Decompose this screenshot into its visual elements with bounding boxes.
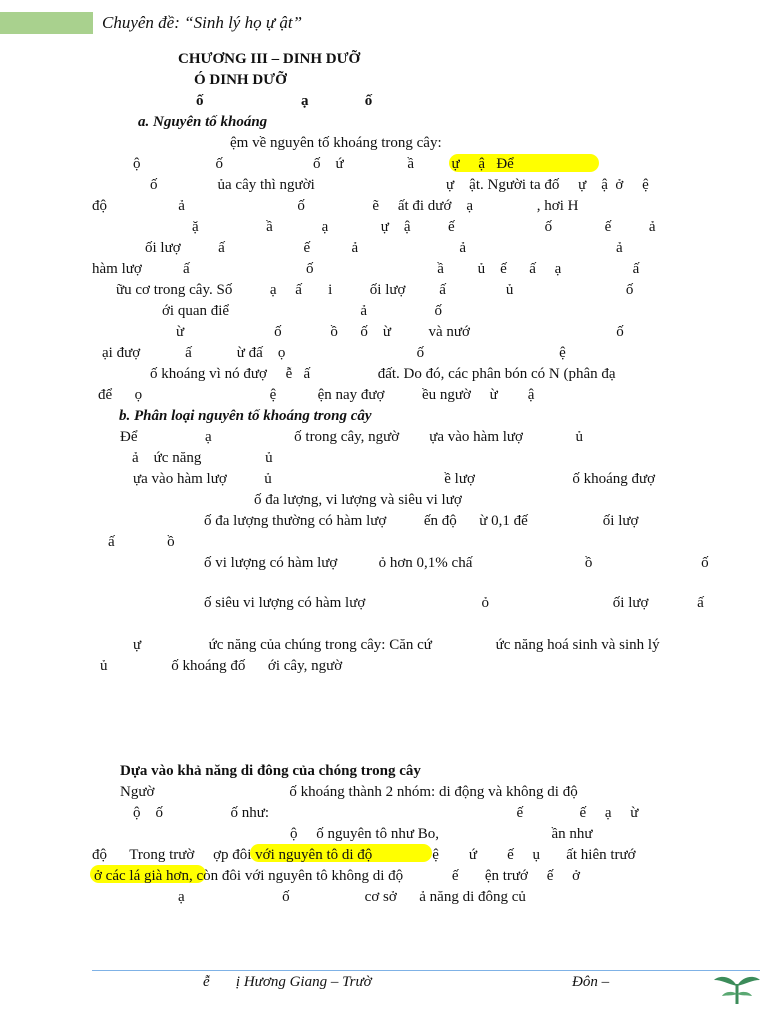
text-line: độ Trong trườ ợp đôi với nguyên tô di độ ệ ứ ế ụ ất hiên trướ: [92, 847, 636, 863]
text-line: ặ ầ ạ ự ậ ế ố ế ả: [192, 219, 656, 235]
text-line: ộ ố ố ứ ầ ự ậ Để: [133, 156, 514, 172]
text-line: ố khoáng vì nó đượ ễ ấ đất. Do đó, các phân bón có N (phân đạ: [150, 366, 616, 382]
text-line: ố đa lượng thường có hàm lượ ến độ ừ 0,1 đế ối lượ: [204, 513, 639, 529]
footer-rule: [92, 970, 760, 971]
section-heading-b: b. Phân loại nguyên tố khoáng trong cây: [119, 408, 372, 424]
header-topic: Chuyên đề: “Sinh lý họ ự ật”: [102, 13, 303, 32]
text-line: ạ ố cơ sở ả năng di đông củ: [178, 889, 526, 905]
text-line: ố ủa cây thì người ự ật. Người ta đố ự ậ ở ệ: [150, 177, 649, 193]
chapter-section-title: ố ạ ố: [196, 93, 373, 109]
text-line: ố vi lượng có hàm lượ ỏ hơn 0,1% chấ ồ ố: [204, 555, 709, 571]
text-line: hàm lượ ấ ố ầ ủ ế ấ ạ ấ: [92, 261, 640, 277]
text-line: ấ ồ: [108, 534, 175, 550]
chapter-title: CHƯƠNG III – DINH DƯỠ: [178, 51, 361, 67]
text-line: ối lượ ấ ế ả ả ả: [145, 240, 623, 256]
leaf-icon: [712, 970, 762, 1006]
text-line: ệm về nguyên tố khoáng trong cây:: [230, 135, 442, 151]
section-heading-c: Dựa vào khả năng di đông của chóng trong cây: [120, 763, 421, 779]
text-line: ố đa lượng, vi lượng và siêu vi lượ: [254, 492, 462, 508]
text-line: ố siêu vi lượng có hàm lượ ỏ ối lượ ấ: [204, 595, 704, 611]
text-line: ộ ố nguyên tô như Bo, ần như: [290, 826, 593, 842]
header-color-bar: [0, 12, 93, 34]
text-line: Để ạ ố trong cây, ngườ ựa vào hàm lượ ủ: [120, 429, 583, 445]
text-line: ừ ố ồ ố ừ và nướ ố: [176, 324, 624, 340]
text-line: ựa vào hàm lượ ủ ề lượ ố khoáng đượ: [133, 471, 656, 487]
text-line: ủ ố khoáng đố ới cây, ngườ: [100, 658, 343, 674]
text-line: ả ức năng ủ: [132, 450, 273, 466]
chapter-subtitle: Ó DINH DƯỠ: [194, 72, 287, 88]
footer-author: ễ ị Hương Giang – Trườ: [203, 974, 372, 990]
text-line: để ọ ệ ện nay đượ ều ngườ ừ ậ: [98, 387, 535, 403]
text-line: ới quan điể ả ố: [162, 303, 442, 319]
section-heading-a: a. Nguyên tố khoáng: [138, 114, 268, 130]
text-line: độ ả ố ẽ ất đi dướ ạ , hơi H: [92, 198, 579, 214]
text-line: ộ ố ố như: ế ế ạ ừ: [133, 805, 639, 821]
text-line: ở các lá già hơn, còn đôi với nguyên tô không di độ ế ện trướ ế ở: [94, 868, 581, 884]
text-line: ại đượ ấ ừ đấ ọ ố ệ: [102, 345, 566, 361]
text-line: ữu cơ trong cây. Số ạ ấ i ối lượ ấ ủ ố: [116, 282, 634, 298]
footer-school: Đôn –: [572, 974, 610, 990]
text-line: Ngườ ố khoáng thành 2 nhóm: di động và không di độ: [120, 784, 578, 800]
text-line: ự ức năng của chúng trong cây: Căn cứ ức năng hoá sinh và sinh lý: [133, 637, 660, 653]
